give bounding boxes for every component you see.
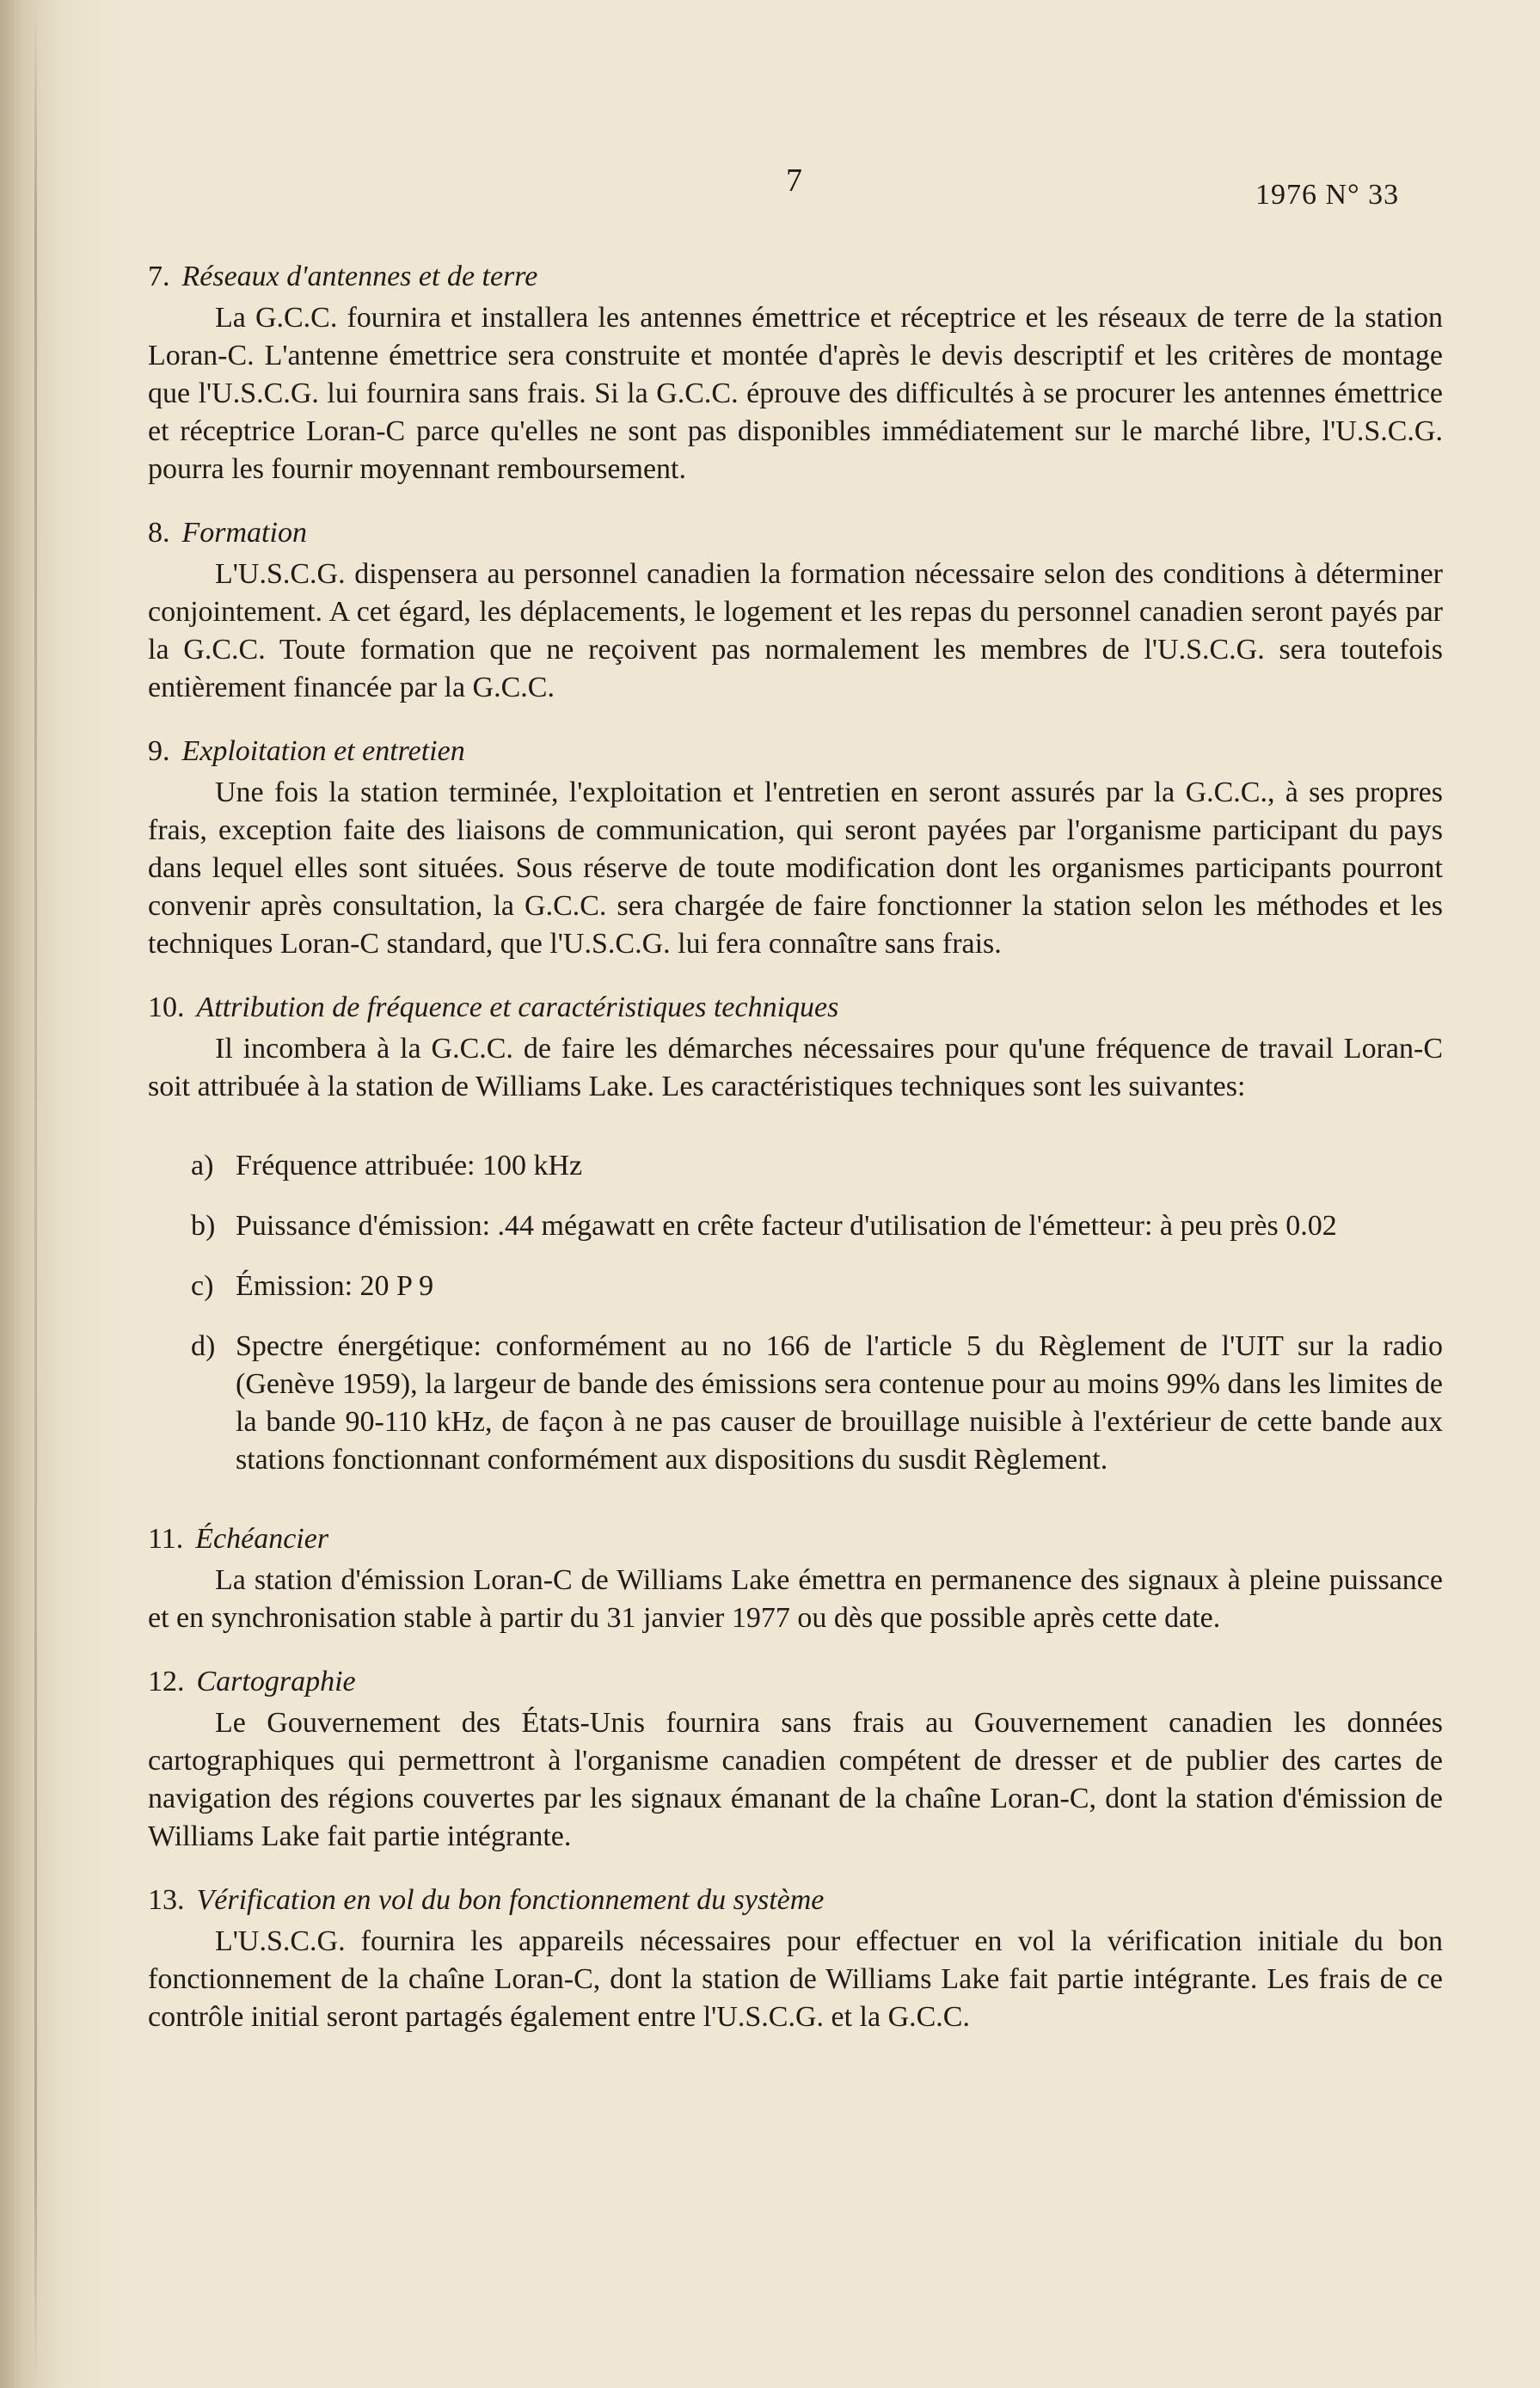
section-paragraph: Une fois la station terminée, l'exploitation et l'entretien en seront assurés par la G.C.C., à ses propres frais, exception faite des liaisons de communication, qui seront payées par l'organisme participant du pays dans lequel elles sont situées. Sous réserve de toute modification dont les organismes participants pourront convenir après consultation, la G.C.C. sera chargée de faire fonctionner la station selon les méthodes et les techniques Loran-C standard, que l'U.S.C.G. lui fera connaître sans frais.: [148, 777, 1443, 960]
section-number: 13.: [148, 1884, 185, 1916]
section-title: Réseaux d'antennes et de terre: [181, 261, 538, 292]
page-number: 7: [786, 163, 802, 199]
list-item: [191, 1207, 1443, 1245]
list-item-label: a): [191, 1150, 214, 1182]
section-heading: [148, 989, 1443, 1027]
binding-gutter: [34, 0, 37, 2388]
section-paragraph: La G.C.C. fournira et installera les antennes émettrice et réceptrice et les réseaux de terre de la station Loran-C. L'antenne émettrice sera construite et montée d'après le devis descriptif et les critères de montage que l'U.S.C.G. lui fournira sans frais. Si la G.C.C. éprouve des difficultés à se procurer les antennes émettrice et réceptrice Loran-C parce qu'elles ne sont pas disponibles immédiatement sur le marché libre, l'U.S.C.G. pourra les fournir moyennant remboursement.: [148, 302, 1443, 485]
list-item-text: Fréquence attribuée: 100 kHz: [236, 1150, 583, 1182]
section-number: 10.: [148, 991, 185, 1023]
list-item-text: Spectre énergétique: conformément au no 166 de l'article 5 du Règlement de l'UIT sur la radio (Genève 1959), la largeur de bande des émissions sera contenue pour au moins 99% dans les limites de la bande 90-110 kHz, de façon à ne pas causer de brouillage nuisible à l'extérieur de cette bande aux stations fonctionnant conformément aux dispositions du susdit Règlement.: [236, 1330, 1443, 1476]
header-reference: 1976 N° 33: [1255, 179, 1400, 211]
section-title: Cartographie: [196, 1666, 356, 1697]
section-paragraph: La station d'émission Loran-C de Williams Lake émettra en permanence des signaux à pleine puissance et en synchronisation stable à partir du 31 janvier 1977 ou dès que possible après cette date.: [148, 1564, 1443, 1634]
list-item-label: c): [191, 1270, 214, 1302]
section-heading: [148, 1520, 1443, 1558]
section-paragraph: L'U.S.C.G. dispensera au personnel canadien la formation nécessaire selon des conditions à déterminer conjointement. A cet égard, les déplacements, le logement et les repas du personnel canadien seront payés par la G.C.C. Toute formation que ne reçoivent pas normalement les membres de l'U.S.C.G. sera toutefois entièrement financée par la G.C.C.: [148, 558, 1443, 703]
section-title: Échéancier: [195, 1523, 329, 1555]
section-number: 8.: [148, 517, 170, 549]
section-heading: [148, 1882, 1443, 1919]
list-item: [191, 1147, 1443, 1185]
section-paragraph: Le Gouvernement des États-Unis fournira sans frais au Gouvernement canadien les données cartographiques qui permettront à l'organisme canadien compétent de dresser et de publier des cartes de navigation des régions couvertes par les signaux émanant de la chaîne Loran-C, dont la station d'émission de Williams Lake fait partie intégrante.: [148, 1707, 1443, 1852]
section-9: [148, 733, 1443, 963]
list-item-label: b): [191, 1210, 216, 1242]
section-paragraph: Il incombera à la G.C.C. de faire les démarches nécessaires pour qu'une fréquence de travail Loran-C soit attribuée à la station de Williams Lake. Les caractéristiques techniques sont les suivantes:: [148, 1033, 1443, 1102]
section-title: Formation: [181, 517, 307, 549]
section-number: 7.: [148, 261, 170, 292]
section-heading: [148, 733, 1443, 770]
list-item-text: Émission: 20 P 9: [236, 1270, 434, 1302]
list-item-label: d): [191, 1330, 216, 1362]
section-heading: [148, 514, 1443, 552]
section-title: Attribution de fréquence et caractéristiques techniques: [196, 991, 839, 1023]
section-heading: [148, 1663, 1443, 1701]
section-8: [148, 514, 1443, 707]
section-title: Vérification en vol du bon fonctionnement du système: [196, 1884, 825, 1916]
section-paragraph: L'U.S.C.G. fournira les appareils nécessaires pour effectuer en vol la vérification initiale du bon fonctionnement de la chaîne Loran-C, dont la station de Williams Lake fait partie intégrante. Les frais de ce contrôle initial seront partagés également entre l'U.S.C.G. et la G.C.C.: [148, 1925, 1443, 2033]
section-10: [148, 989, 1443, 1479]
section-number: 9.: [148, 735, 170, 767]
section-12: [148, 1663, 1443, 1856]
section-number: 12.: [148, 1666, 185, 1697]
section-7: [148, 258, 1443, 488]
technical-list: [191, 1147, 1443, 1479]
list-item-text: Puissance d'émission: .44 mégawatt en crête facteur d'utilisation de l'émetteur: à peu près 0.02: [236, 1210, 1337, 1242]
section-title: Exploitation et entretien: [181, 735, 465, 767]
section-heading: [148, 258, 1443, 296]
section-13: [148, 1882, 1443, 2036]
section-11: [148, 1520, 1443, 1637]
section-number: 11.: [148, 1523, 184, 1555]
list-item: [191, 1328, 1443, 1479]
list-item: [191, 1268, 1443, 1305]
document-body: [148, 258, 1443, 2062]
